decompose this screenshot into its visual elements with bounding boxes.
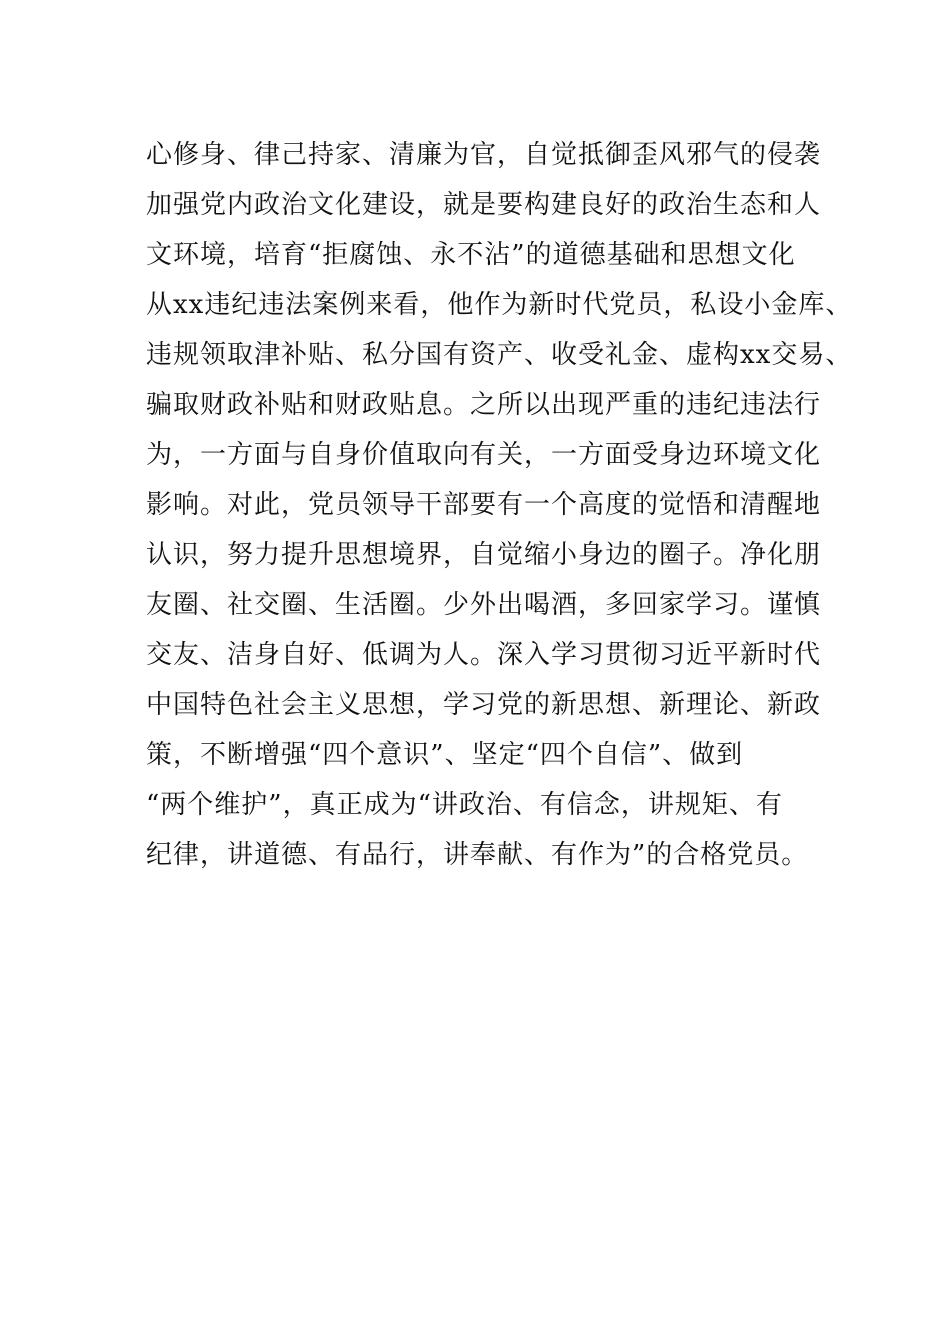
- text-line: 策，不断增强“四个意识”、坚定“四个自信”、做到: [146, 740, 744, 770]
- text-line: 从xx违纪违法案例来看，他作为新时代党员，私设小金库、: [146, 290, 853, 320]
- text-line: 认识，努力提升思想境界，自觉缩小身边的圈子。净化朋: [146, 540, 822, 570]
- text-line: 影响。对此，党员领导干部要有一个高度的觉悟和清醒地: [146, 490, 822, 520]
- text-line: 中国特色社会主义思想，学习党的新思想、新理论、新政: [146, 690, 822, 720]
- body-text: [146, 130, 853, 880]
- text-line: 为，一方面与自身价值取向有关，一方面受身边环境文化: [146, 440, 822, 470]
- text-line: 文环境，培育“拒腐蚀、永不沾”的道德基础和思想文化: [146, 240, 796, 270]
- text-line: 骗取财政补贴和财政贴息。之所以出现严重的违纪违法行: [146, 390, 822, 420]
- text-line: 加强党内政治文化建设，就是要构建良好的政治生态和人: [146, 190, 822, 220]
- text-line: 交友、洁身自好、低调为人。深入学习贯彻习近平新时代: [146, 640, 822, 670]
- text-line: “两个维护”，真正成为“讲政治、有信念，讲规矩、有: [146, 790, 783, 820]
- text-line: 友圈、社交圈、生活圈。少外出喝酒，多回家学习。谨慎: [146, 590, 822, 620]
- text-line: 纪律，讲道德、有品行，讲奉献、有作为”的合格党员。: [146, 840, 809, 870]
- text-line: 心修身、律己持家、清廉为官，自觉抵御歪风邪气的侵袭: [146, 140, 822, 170]
- text-line: 违规领取津补贴、私分国有资产、收受礼金、虚构xx交易、: [146, 340, 853, 370]
